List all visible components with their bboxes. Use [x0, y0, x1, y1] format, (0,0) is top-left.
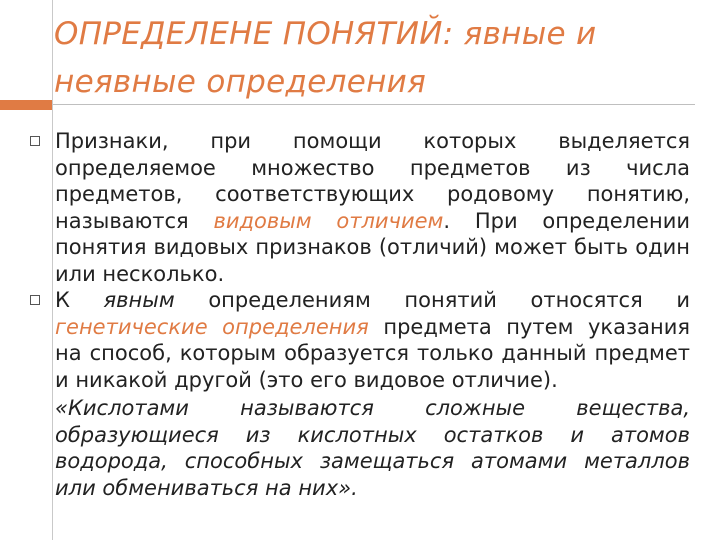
slide-body	[30, 128, 690, 501]
title-line-2: неявные определения	[54, 64, 427, 100]
bullet-2-highlight: генетические определения	[55, 314, 369, 339]
bullet-2-text-end: предмета путем указания на способ, которым образуется только данный предмет и никакой другой (это его видовое отличие).	[55, 314, 691, 392]
bullet-1-text-before: Признаки, при помощи которых выделяется определяемое множество предметов из числа предметов, соответствующих родовому понятию, называются	[55, 129, 690, 233]
title-accent-bar	[0, 100, 52, 110]
title-line-1: ОПРЕДЕЛЕНЕ ПОНЯТИЙ: явные и	[54, 16, 597, 52]
square-bullet-icon	[30, 295, 40, 305]
bullet-2-text-mid: определениям понятий относятся и	[174, 288, 690, 312]
slide-title	[54, 10, 694, 106]
bullet-1-text-after: . При определении понятия видовых признаков (отличий) может быть один или несколько.	[55, 208, 691, 286]
bullet-item-1	[30, 128, 690, 287]
bullet-2-italic: явным	[103, 288, 175, 312]
bullet-1-highlight: видовым отличием	[213, 208, 444, 233]
example-quote: «Кислотами называются сложные вещества, образующиеся из кислотных остатков и атомов водорода, способных замещаться атомами металлов или обмениваться на них».	[55, 396, 690, 500]
square-bullet-icon	[30, 136, 40, 146]
bullet-item-2	[30, 287, 690, 501]
bullet-2-text-start: К	[55, 288, 104, 312]
